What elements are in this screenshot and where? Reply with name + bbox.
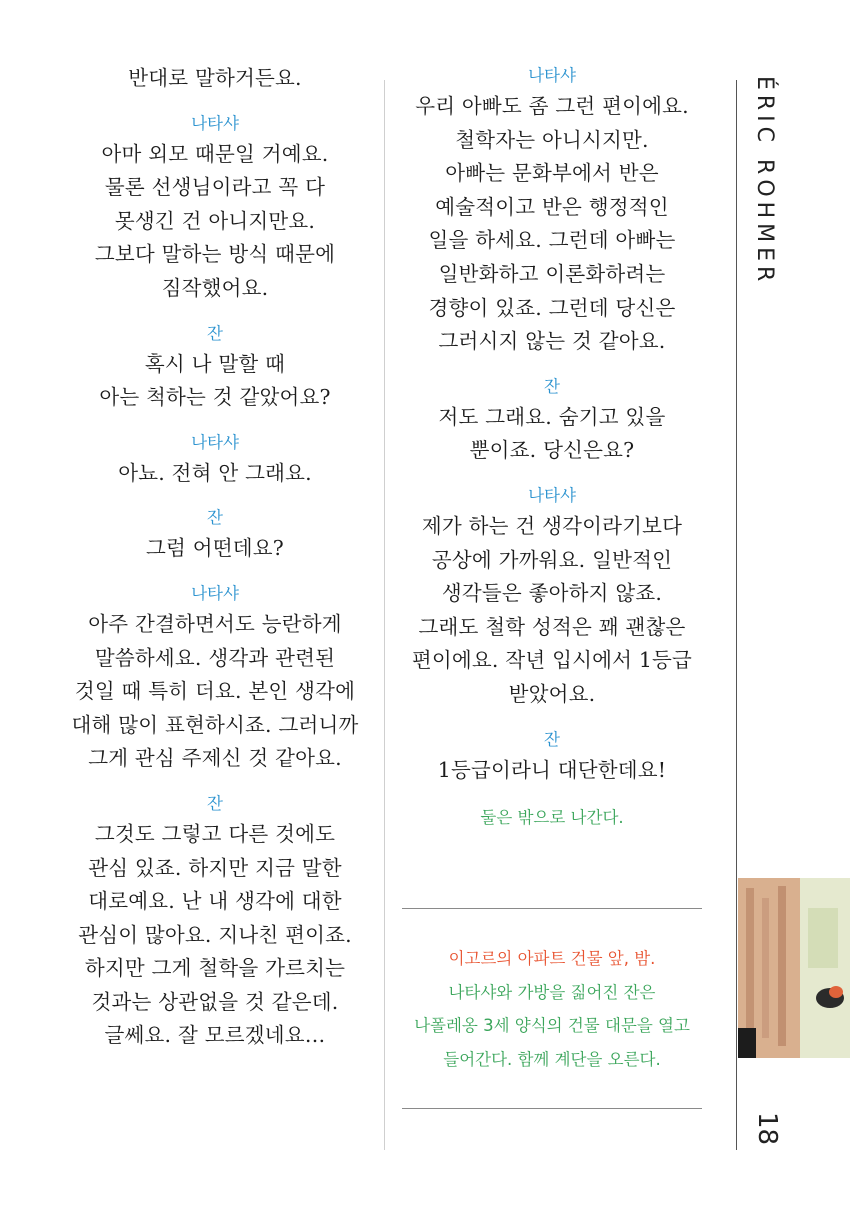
- right-column: [394, 62, 710, 835]
- dialogue-block: [52, 580, 378, 776]
- column-divider: [384, 80, 385, 1150]
- scene-block: [394, 942, 710, 1076]
- dialogue-line: 대로예요. 난 내 생각에 대한: [88, 889, 342, 914]
- speaker-name: 나타샤: [191, 432, 239, 452]
- dialogue-line: 그것도 그렇고 다른 것에도: [94, 821, 336, 846]
- scene-heading: 이고르의 아파트 건물 앞, 밤.: [448, 949, 656, 968]
- dialogue-block: [394, 373, 710, 468]
- speaker-name: 잔: [207, 793, 223, 813]
- film-still-thumbnail: [738, 878, 850, 1058]
- stage-direction: 둘은 밖으로 나간다.: [480, 808, 624, 828]
- dialogue-block: [394, 482, 710, 712]
- scene-description-line: 들어간다. 함께 계단을 오른다.: [443, 1049, 661, 1069]
- speaker-name: 나타샤: [191, 583, 239, 603]
- dialogue-block: [52, 790, 378, 1053]
- dialogue-block: [52, 429, 378, 491]
- dialogue-line: 철학자는 아니시지만.: [455, 127, 649, 152]
- dialogue-line: 글쎄요. 잘 모르겠네요…: [104, 1023, 326, 1048]
- dialogue-block: [52, 110, 378, 306]
- dialogue-line: 관심 있죠. 하지만 지금 말한: [88, 855, 342, 880]
- scene-rule-top: [402, 908, 702, 909]
- dialogue-line: 짐작했어요.: [161, 275, 269, 300]
- dialogue-line: 하지만 그게 철학을 가르치는: [84, 956, 346, 981]
- dialogue-line: 생각들은 좋아하지 않죠.: [441, 581, 663, 606]
- speaker-name: 잔: [207, 508, 223, 528]
- dialogue-block: [52, 320, 378, 415]
- right-dialogue: [394, 62, 710, 787]
- sidebar-rule: [736, 80, 737, 1150]
- dialogue-line: 저도 그래요. 숨기고 있을: [438, 404, 666, 429]
- dialogue-line: 아뇨. 전혀 안 그래요.: [118, 460, 312, 485]
- speaker-name: 잔: [544, 729, 560, 749]
- page-number: 18: [752, 1112, 782, 1146]
- dialogue-line: 것과는 상관없을 것 같은데.: [91, 989, 339, 1014]
- dialogue-line: 혹시 나 말할 때: [144, 351, 286, 376]
- dialogue-line: 물론 선생님이라고 꼭 다: [104, 175, 326, 200]
- dialogue-line: 반대로 말하거든요.: [128, 66, 302, 90]
- dialogue-line: 1등급이라니 대단한데요!: [437, 757, 667, 782]
- dialogue-line: 편이에요. 작년 입시에서 1등급: [411, 648, 693, 673]
- dialogue-line: 일반화하고 이론화하려는: [438, 261, 666, 286]
- dialogue-line: 못생긴 건 아니지만요.: [114, 208, 316, 233]
- dialogue-line: 공상에 가까워요. 일반적인: [431, 547, 673, 572]
- dialogue-line: 그러시지 않는 것 같아요.: [438, 329, 666, 354]
- dialogue-line: 그럼 어떤데요?: [146, 536, 284, 561]
- scene-rule-bottom: [402, 1108, 702, 1109]
- dialogue-line: 예술적이고 반은 행정적인: [435, 194, 669, 219]
- dialogue-block: [52, 504, 378, 566]
- left-column: [52, 62, 378, 1067]
- dialogue-line: 대해 많이 표현하시죠. 그러니까: [71, 712, 359, 737]
- dialogue-line: 경향이 있죠. 그런데 당신은: [428, 295, 676, 320]
- dialogue-line: 뿐이죠. 당신은요?: [469, 438, 635, 463]
- dialogue-line: 아마 외모 때문일 거예요.: [101, 141, 329, 166]
- dialogue-line: 받았어요.: [508, 681, 596, 706]
- dialogue-block: [394, 726, 710, 788]
- scene-description-line: 나타샤와 가방을 짊어진 잔은: [448, 982, 656, 1002]
- speaker-name: 나타샤: [191, 113, 239, 133]
- dialogue-line: 제가 하는 건 생각이라기보다: [421, 513, 683, 538]
- running-title: ÉRIC ROHMER: [752, 76, 777, 287]
- dialogue-line: 아빠는 문화부에서 반은: [445, 161, 659, 186]
- dialogue-line: 우리 아빠도 좀 그런 편이에요.: [415, 94, 689, 118]
- dialogue-block: [52, 62, 378, 96]
- speaker-name: 나타샤: [528, 66, 576, 85]
- dialogue-line: 그보다 말하는 방식 때문에: [94, 242, 336, 267]
- speaker-name: 잔: [207, 323, 223, 343]
- dialogue-line: 관심이 많아요. 지나친 편이죠.: [78, 922, 352, 947]
- dialogue-line: 그게 관심 주제신 것 같아요.: [88, 746, 342, 771]
- dialogue-line: 아주 간결하면서도 능란하게: [88, 611, 342, 636]
- dialogue-line: 것일 때 특히 더요. 본인 생각에: [74, 679, 356, 704]
- dialogue-line: 그래도 철학 성적은 꽤 괜찮은: [418, 614, 686, 639]
- speaker-name: 나타샤: [528, 485, 576, 505]
- speaker-name: 잔: [544, 376, 560, 396]
- scene-description-line: 나폴레옹 3세 양식의 건물 대문을 열고: [414, 1016, 690, 1036]
- dialogue-block: [394, 62, 710, 359]
- dialogue-line: 아는 척하는 것 같았어요?: [99, 385, 331, 410]
- dialogue-line: 말씀하세요. 생각과 관련된: [94, 645, 336, 670]
- dialogue-line: 일을 하세요. 그런데 아빠는: [428, 228, 676, 253]
